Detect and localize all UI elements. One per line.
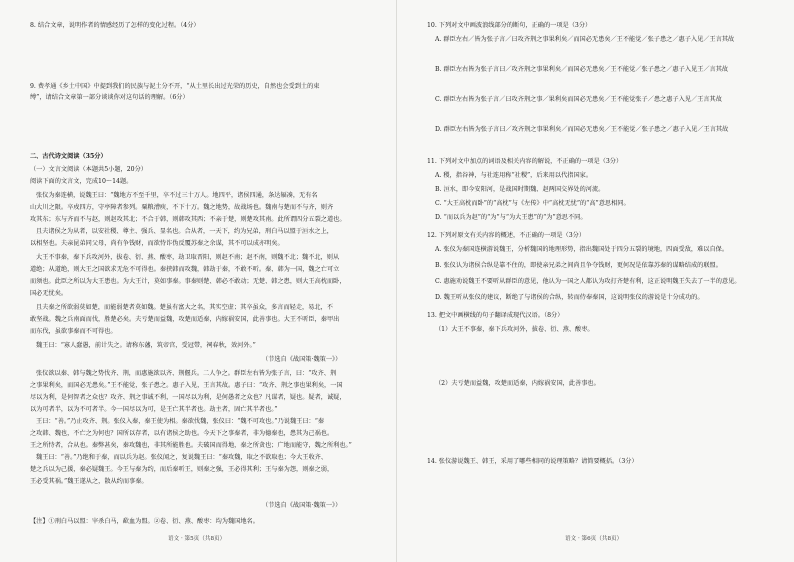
passage-line: 敢坚战。魏之兵南面而伐，胜楚必矣。夫亏楚而益魏，攻楚而适秦，内嫁祸安国，此善事也。大王不听臣，秦甲出 bbox=[30, 316, 340, 323]
option-d: D. 魏王听从张仪的建议，断绝了与诸侯的合纵，转而侍奉秦国，这说明张仪的游说是十分成功的。 bbox=[435, 294, 704, 301]
section-title: 二、古代诗文阅读（35分） bbox=[30, 153, 107, 160]
passage-line: 且夫秦之所欲弱莫如楚，而能弱楚者莫如魏。楚虽有富大之名，其实空虚；其卒虽众，多言而轻走，易北，不 bbox=[36, 304, 333, 311]
passage-line: 楚之兵以为己援，秦必疑魏王。今王与秦为约，而后秦听王，则秦之强，王必得其利；王与秦为怨，则秦之弱， bbox=[30, 466, 334, 473]
option-d: D. “而以兵为赵”的“为”与“为大王患”的“为”意思不同。 bbox=[435, 214, 587, 221]
source-citation: （节选自《战国策·魏策一》） bbox=[262, 356, 342, 363]
question-9-line2: 缚”，请结合文章第一部分谈谈你对这句话的理解。（6分） bbox=[30, 94, 189, 101]
passage-line: 道绝；从道绝，则大王之国欲求无危不可得也。秦挟韩而攻魏，韩劫于秦，不敢不听。秦、韩为一国，魏之亡可立 bbox=[30, 266, 340, 273]
passage-line: 王必受其祸。”魏王遂从之，散从约而事秦。 bbox=[30, 478, 148, 485]
passage-line: 大王不事秦，秦下兵攻河外，拔卷、衍、燕、酸枣，劫卫取晋阳，则赵不南；赵不南，则魏不北；魏不北，则从 bbox=[36, 254, 340, 261]
passage-line: 之事果利矣，而国必无患矣。”王不能觉，张子患之。惠子入见，王言其故。惠子曰：“攻齐、荆之事也果利矣，一国 bbox=[30, 382, 343, 389]
passage-line: 而东伐，虽欲事秦而不可得也。 bbox=[30, 328, 117, 335]
passage-line: 攻其东；东与齐而不与赵，则赵攻其北；不合于韩，则韩攻其西；不亲于楚，则楚攻其南。此所谓四分五裂之道也。 bbox=[30, 216, 346, 223]
question-8: 8. 结合文章，说明作者的情感经历了怎样的变化过程。（4分） bbox=[30, 22, 200, 29]
page-footer: 语文 · 第6页（共8页） bbox=[565, 536, 623, 542]
option-b: B. 群臣左右皆为张子言曰／攻齐荆之事果利矣／而国必无患矣／王不能觉／张子患之／惠子入见王／言其故 bbox=[435, 66, 729, 73]
passage-line: 且夫诸侯之为从者，以安社稷、尊主、强兵、显名也。合从者，一天下，约为兄弟，刑白马以盟于洹水之上， bbox=[36, 228, 333, 235]
question-13-part2: （2）夫亏楚而益魏，攻楚而适秦，内嫁祸安国，此善事也。 bbox=[435, 380, 600, 387]
question-12: 12. 下列对原文有关内容的概述，不正确的一项是（3分） bbox=[427, 232, 586, 239]
option-d: D. 群臣左右皆为张子言曰／攻齐荆之事果利矣／而国必无患矣／王不能觉／张子患之／惠子入见／王言其故 bbox=[435, 126, 729, 133]
passage-line: 之攻韩、魏也，不亡之为何也？国所以存者，以有诸侯之助也。今天下之事秦者，非为德秦也，患其为己祸也。 bbox=[30, 430, 334, 437]
question-13: 13. 把文中画横线的句子翻译成现代汉语。（8分） bbox=[427, 312, 564, 319]
source-citation: （节选自《战国策·魏策一》） bbox=[262, 502, 342, 509]
passage-line: 王之所恃者，合从也。秦弊甚矣，秦攻魏也，非其所能胜也。夫破国而得地，秦之所贪也；广地而能守，魏之所利也。” bbox=[30, 442, 352, 449]
question-9-line1: 9. 费孝通《乡土中国》中提到我们的民族与泥土分不开，“从土里长出过光荣的历史，自然也会受到土的束 bbox=[30, 83, 320, 90]
subsection-title: （一）文言文阅读（本题共5小题，20分） bbox=[30, 166, 147, 173]
option-c: C. “大王高枕而卧”的“高枕”与《左传》中“高枕无忧”的“高”意思相同。 bbox=[435, 200, 630, 207]
option-c: C. 惠施劝说魏王不要听从群臣的意见，他认为一国之人都认为攻打齐楚有利，这正说明魏王失去了一半的意见。 bbox=[435, 278, 741, 285]
passage-line: 山大川之限。卒戍四方，守亭障者参列。粟粮漕庾，不下十万。魏之地势，故战场也。魏南与楚而不与齐，则齐 bbox=[30, 204, 334, 211]
passage-line: 张仪欲以秦、韩与魏之势伐齐、荆，而惠施欲以齐、荆偃兵。二人争之。群臣左右皆为张子言，曰：“攻齐、荆 bbox=[36, 370, 337, 377]
question-14: 14. 张仪游说魏王、韩王，采用了哪些相同的说理策略？请简要概括。（3分） bbox=[427, 458, 638, 465]
passage-line: 国必无忧矣。 bbox=[30, 290, 68, 297]
passage-line: 以为可者半，以为不可者半。今一国尽以为可，是王亡其半者也。劫主者，固亡其半者也。” bbox=[30, 406, 278, 413]
option-a: A. 张仪为秦国连横游说魏王，分析魏国的地理形势，指出魏国处于四分五裂的境地，四面受敌，难以自保。 bbox=[435, 246, 729, 253]
footnote: 【注】①刑白马以盟：宰杀白马，歃血为盟。②卷、衍、燕、酸枣：均为魏国地名。 bbox=[30, 518, 259, 525]
passage-line: 张仪为秦连横，说魏王曰：“魏地方不至千里，卒不过三十万人。地四平，诸侯四通，条达辐凑，无有名 bbox=[36, 192, 318, 199]
passage-line: 尽以为利，是何智者之众也？攻齐、荆之事诚不利，一国尽以为利，是何愚者之众也？凡谋者，疑也。疑者，诚疑， bbox=[30, 394, 346, 401]
option-b: B. 张仪认为诸侯合纵是靠不住的，即使亲兄弟之间尚且争夺钱财，更何况是依靠苏秦的谋略结成的联盟。 bbox=[435, 262, 722, 269]
passage-line: 魏王曰：“寡人蠢愚，前计失之。请称东藩，筑帝宫，受冠带，祠春秋，效河外。” bbox=[36, 342, 256, 349]
option-c: C. 群臣左右皆为张子言／曰攻齐荆之事／果利矣而国必无患矣／王不能觉张子／患之惠子入见／王言其故 bbox=[435, 96, 722, 103]
passage-line: 王曰：“善。”乃止攻齐、荆。张仪入秦，秦王使为相。秦欲伐魏，张仪曰：“魏不可攻也。”乃说魏王曰：“秦 bbox=[36, 418, 325, 425]
option-a: A. 稷，指谷神，与社连用称“社稷”，后来用以代指国家。 bbox=[435, 172, 593, 179]
option-a: A. 群臣左右／皆为张子言／曰攻齐荆之事果利矣／而国必无患矣／王不能觉／张子患之／惠子入见／王言其故 bbox=[435, 36, 735, 43]
passage-line: 魏王曰：“善。”乃绝和于秦，而以兵为赵。张仪闻之，复说魏王曰：“秦攻魏，取之不欲取也；今大王收齐、 bbox=[36, 454, 328, 461]
reading-intro: 阅读下面的文言文，完成10～14题。 bbox=[30, 178, 133, 185]
option-b: B. 洹水，即今安阳河，是战国时期魏、赵两国交界处的河流。 bbox=[435, 186, 605, 193]
right-page bbox=[397, 0, 794, 562]
question-13-part1: （1）大王不事秦，秦下兵攻河外，拔卷、衍、燕、酸枣。 bbox=[435, 326, 594, 333]
question-10: 10. 下列对文中画波浪线部分的断句，正确的一项是（3分） bbox=[427, 22, 592, 29]
page-footer: 语文 · 第5页（共8页） bbox=[168, 536, 226, 542]
question-11: 11. 下列对文中加点的词语及相关内容的解说，不正确的一项是（3分） bbox=[427, 158, 623, 165]
passage-line: 而须也。此臣之所以为大王患也。为大王计，莫如事秦。事秦则楚、韩必不敢动；无楚、韩之患，则大王高枕而卧， bbox=[30, 278, 346, 285]
passage-line: 以相坚也。夫亲昆弟同父母，尚有争钱财，而欲恃诈伪反覆苏秦之余谋，其不可以成亦明矣。 bbox=[30, 240, 284, 247]
